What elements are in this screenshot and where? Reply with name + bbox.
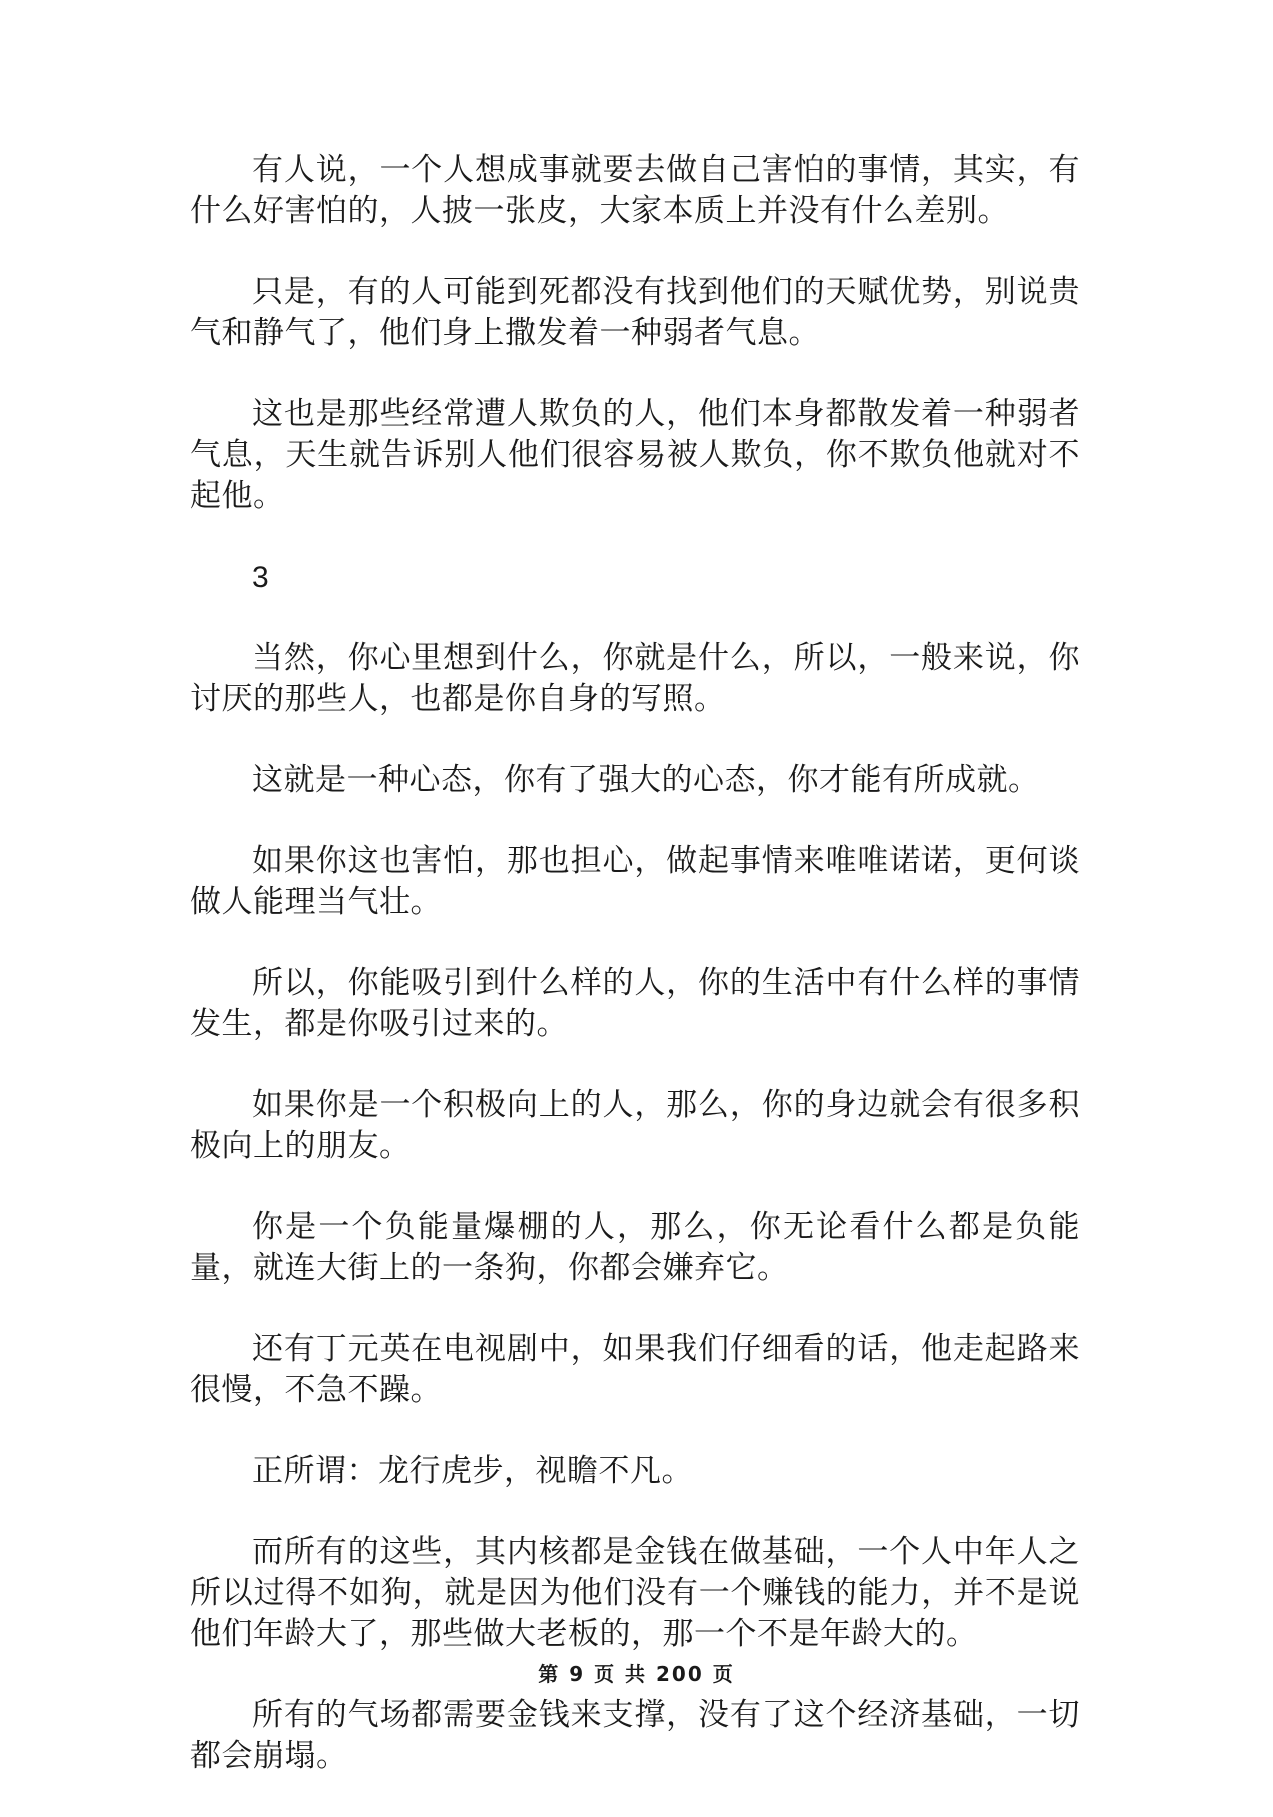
paragraph: 所有的气场都需要金钱来支撑，没有了这个经济基础，一切都会崩塌。: [190, 1697, 1080, 1774]
paragraph: 这也是那些经常遭人欺负的人，他们本身都散发着一种弱者气息，天生就告诉别人他们很容易被人欺负，你不欺负他就对不起他。: [190, 396, 1080, 514]
paragraph: 而所有的这些，其内核都是金钱在做基础，一个人中年人之所以过得不如狗，就是因为他们没有一个赚钱的能力，并不是说他们年龄大了，那些做大老板的，那一个不是年龄大的。: [190, 1534, 1080, 1652]
section-number: 3: [252, 561, 269, 594]
paragraph: 所以，你能吸引到什么样的人，你的生活中有什么样的事情发生，都是你吸引过来的。: [190, 965, 1080, 1042]
paragraph: 当然，你心里想到什么，你就是什么，所以，一般来说，你讨厌的那些人，也都是你自身的写照。: [190, 640, 1080, 717]
page-footer: 第 9 页 共 200 页: [538, 1662, 735, 1686]
paragraph: 如果你这也害怕，那也担心，做起事情来唯唯诺诺，更何谈做人能理当气壮。: [190, 843, 1080, 920]
body-text: [190, 150, 1080, 1817]
paragraph: 你是一个负能量爆棚的人，那么，你无论看什么都是负能量，就连大街上的一条狗，你都会嫌弃它。: [190, 1209, 1080, 1286]
paragraph: 还有丁元英在电视剧中，如果我们仔细看的话，他走起路来很慢，不急不躁。: [190, 1331, 1080, 1408]
paragraph: 有人说，一个人想成事就要去做自己害怕的事情，其实，有什么好害怕的，人披一张皮，大家本质上并没有什么差别。: [190, 152, 1080, 229]
paragraph: 正所谓：龙行虎步，视瞻不凡。: [252, 1453, 693, 1489]
paragraph: 只是，有的人可能到死都没有找到他们的天赋优势，别说贵气和静气了，他们身上撒发着一种弱者气息。: [190, 274, 1080, 351]
paragraph: 如果你是一个积极向上的人，那么，你的身边就会有很多积极向上的朋友。: [190, 1087, 1080, 1164]
paragraph: 这就是一种心态，你有了强大的心态，你才能有所成就。: [252, 762, 1040, 798]
